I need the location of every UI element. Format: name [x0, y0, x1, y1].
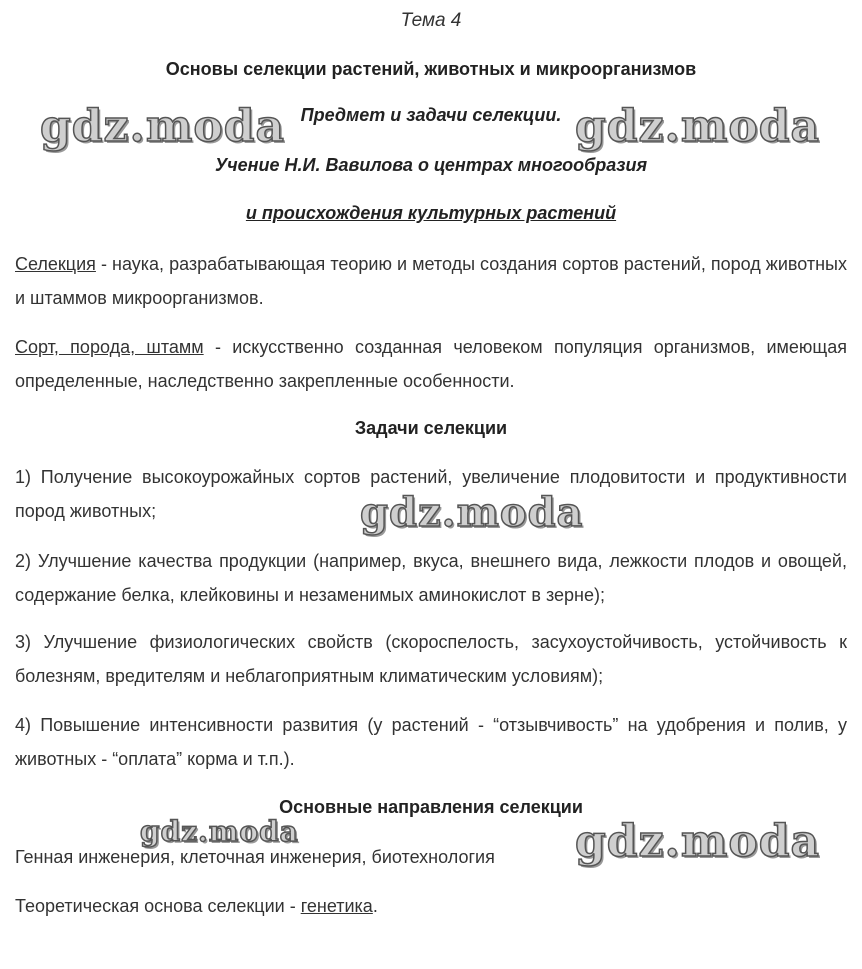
task-item-2: 2) Улучшение качества продукции (например, вкуса, внешнего вида, лежкости плодов и овощей, содержание белка, клейковины и незаменимых аминокислот в зерне);	[15, 551, 847, 605]
basis-term: генетика	[300, 896, 373, 916]
subtitle-origin: и происхождения культурных растений	[245, 203, 617, 223]
selection-def-text: - наука, разрабатывающая теорию и методы создания сортов растений, пород животных и штаммов микроорганизмов.	[15, 254, 847, 308]
watermark-logo: gdz.moda	[575, 101, 821, 152]
basis-text: Теоретическая основа селекции -	[15, 896, 301, 916]
watermark-logo: gdz.moda	[575, 816, 821, 867]
selection-term: Селекция	[15, 254, 96, 274]
basis-end: .	[372, 896, 378, 916]
variety-def-text: - искусственно созданная человеком популяция организмов, имеющая определенные, наследственно закрепленные особенности.	[15, 337, 847, 391]
selection-definition	[15, 247, 847, 315]
main-title: Основы селекции растений, животных и микроорганизмов	[165, 59, 697, 79]
tasks-heading: Задачи селекции	[354, 418, 508, 438]
task-item-4: 4) Повышение интенсивности развития (у растений - “отзывчивость” на удобрения и полив, у животных - “оплата” корма и т.п.).	[15, 715, 847, 769]
task-item-1: 1) Получение высокоурожайных сортов растений, увеличение плодовитости и продуктивности пород животных;	[15, 467, 847, 521]
variety-definition	[15, 330, 847, 398]
watermark-logo: gdz.moda	[40, 101, 286, 152]
subtitle-subject: Предмет и задачи селекции.	[300, 105, 562, 125]
topic-number: Тема 4	[400, 10, 462, 31]
task-item-3: 3) Улучшение физиологических свойств (скороспелость, засухоустойчивость, устойчивость к болезням, вредителям и неблагоприятным климатическим условиям);	[15, 632, 847, 686]
directions-heading: Основные направления селекции	[279, 797, 583, 817]
subtitle-vavilov: Учение Н.И. Вавилова о центрах многообразия	[214, 155, 648, 175]
watermark-logo: gdz.moda	[140, 815, 299, 848]
watermark-logo: gdz.moda	[360, 489, 584, 536]
directions-text: Генная инженерия, клеточная инженерия, биотехнология	[15, 847, 495, 867]
variety-term: Сорт, порода, штамм	[15, 337, 204, 357]
theoretical-basis	[15, 889, 847, 923]
